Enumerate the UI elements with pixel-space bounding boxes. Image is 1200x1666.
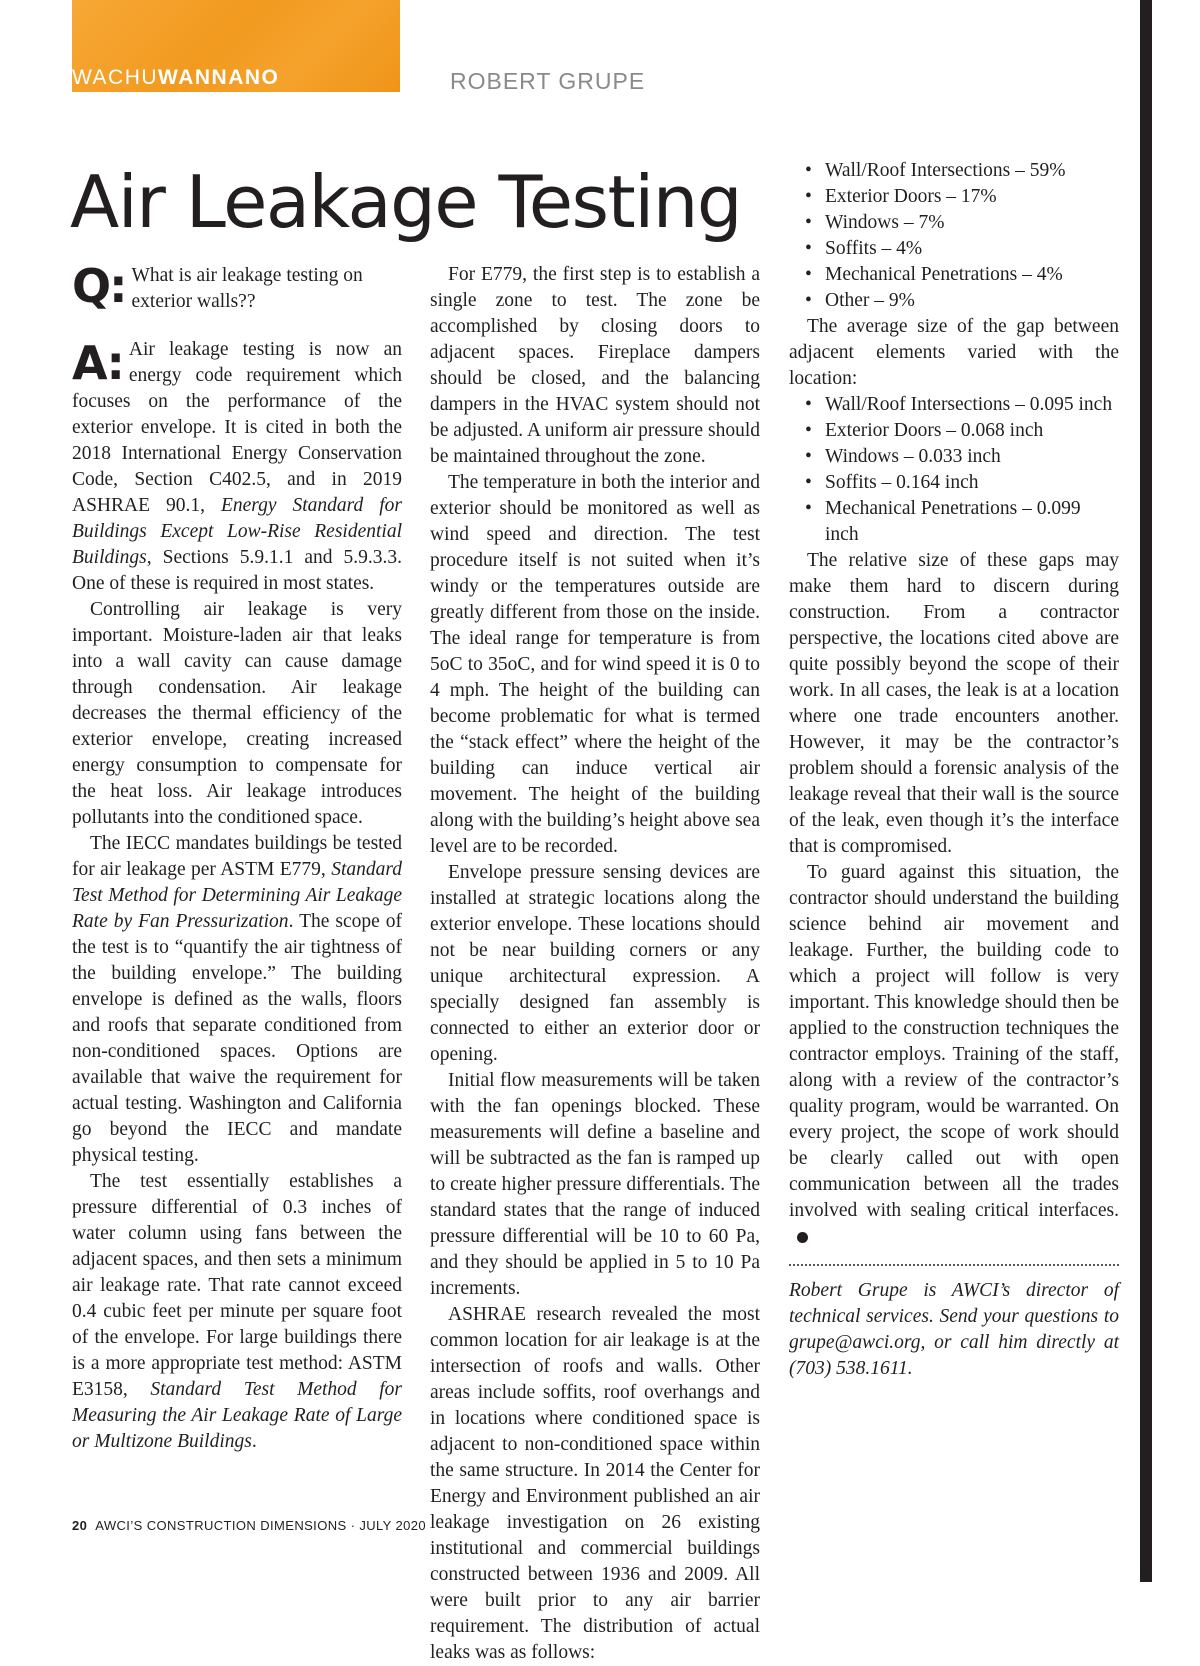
publication-info: AWCI’S CONSTRUCTION DIMENSIONS · JULY 2020 (95, 1518, 427, 1533)
question-label: Q: (72, 259, 126, 313)
column-name-bold: WANNANO (158, 66, 280, 89)
paragraph: The IECC mandates buildings be tested for air leakage per ASTM E779, Standard Test Method for Determining Air Leakage Rate by Fan Pressurization. The scope of the test is to “quantify the air tightness of the building envelope.” The building envelope is defined as the walls, floors and roofs that separate conditioned from non-conditioned spaces. Options are available that waive the requirement for actual testing. Washington and California go beyond the IECC and mandate physical testing. (72, 833, 403, 1166)
paragraph: For E779, the first step is to establish a single zone to test. The zone be accomplished by closing doors to adjacent spaces. Fireplace dampers should be closed, and the balancing dampers in the HVAC system should not be adjusted. A uniform air pressure should be maintained throughout the zone. (430, 264, 760, 467)
question-text: What is air leakage testing on exterior walls?? (131, 265, 363, 312)
list-item: • Mechanical Penetrations – 0.099 inch (805, 496, 1119, 548)
answer-label: A: (72, 336, 123, 390)
answer-paragraph: A: Air leakage testing is now an energy code requirement which focuses on the performance of the exterior envelope. It is cited in both the 2018 International Energy Conservation Code, Section C402.5, and in 2019 ASHRAE 90.1, Energy Standard for Buildings Except Low-Rise Residential Buildings, Sections 5.9.1.1 and 5.9.3.3. One of these is required in most states. (72, 336, 402, 594)
author-header: ROBERT GRUPE (450, 68, 646, 94)
paragraph: The temperature in both the interior and exterior should be monitored as well as wind speed and direction. The test procedure itself is not suited when it’s windy or the temperatures outside are greatly different from those on the inside. The ideal range for temperature is from 5oC to 35oC, and for wind speed it is 0 to 4 mph. The height of the building can become problematic for what is termed the “stack effect” where the height of the building can induce vertical air movement. The height of the building along with the building’s height above sea level are to be recorded. (430, 472, 760, 857)
column-1 (72, 259, 403, 1455)
paragraph: Controlling air leakage is very important. Moisture-laden air that leaks into a wall cavity can cause damage through condensation. Air leakage decreases the thermal efficiency of the exterior envelope, creating increased energy consumption to compensate for the heat loss. Air leakage introduces pollutants into the conditioned space. (72, 599, 402, 828)
question-block (72, 259, 402, 315)
page-edge-rule (1140, 0, 1152, 1582)
column-2 (430, 262, 760, 1666)
end-mark-icon (797, 1232, 808, 1243)
paragraph: The test essentially establishes a pressure differential of 0.3 inches of water column using fans between the adjacent spaces, and then sets a minimum air leakage rate. That rate cannot exceed 0.4 cubic feet per minute per square foot of the envelope. For large buildings there is a more appropriate test method: ASTM E3158, Standard Test Method for Measuring the Air Leakage Rate of Large or Multizone Buildings. (72, 1171, 402, 1452)
author-bio: Robert Grupe is AWCI’s director of technical services. Send your questions to grupe@awci.org, or call him directly at (703) 538.1611. (789, 1280, 1119, 1379)
list-item: • Other – 9% (805, 288, 1119, 314)
list-item: • Windows – 0.033 inch (805, 444, 1119, 470)
paragraph: Initial flow measurements will be taken with the fan openings blocked. These measurements will define a baseline and will be subtracted as the fan is ramped up to create higher pressure differentials. The standard states that the range of induced pressure differential will be 10 to 60 Pa, and they should be applied in 5 to 10 Pa increments. (430, 1070, 760, 1299)
list-item: • Soffits – 0.164 inch (805, 470, 1119, 496)
list-item: • Windows – 7% (805, 210, 1119, 236)
gap-size-list (789, 392, 1119, 548)
page-footer (72, 1518, 426, 1533)
list-item: • Wall/Roof Intersections – 59% (805, 158, 1119, 184)
list-item: • Wall/Roof Intersections – 0.095 inch (805, 392, 1119, 418)
column-name (72, 66, 279, 90)
list-item: • Exterior Doors – 17% (805, 184, 1119, 210)
list-item: • Exterior Doors – 0.068 inch (805, 418, 1119, 444)
paragraph: The relative size of these gaps may make them hard to discern during construction. From a contractor perspective, the locations cited above are quite possibly beyond the scope of their work. In all cases, the leak is at a location where one trade encounters another. However, it may be the contractor’s problem should a forensic analysis of the leakage reveal that their wall is the source of the leak, even though it’s the interface that is compromised. (789, 550, 1119, 857)
paragraph: To guard against this situation, the contractor should understand the building science behind air movement and leakage. Further, the building code to which a project will follow is very important. This knowledge should then be applied to the construction techniques the contractor employs. Training of the staff, along with a review of the contractor’s quality program, would be warranted. On every project, the scope of work should be clearly called out with open communication between all the trades involved with sealing critical interfaces. (789, 860, 1119, 1250)
column-name-light: WACHU (72, 66, 159, 89)
column-3 (789, 158, 1119, 1382)
list-item: • Mechanical Penetrations – 4% (805, 262, 1119, 288)
paragraph: The average size of the gap between adjacent elements varied with the location: (789, 316, 1119, 389)
paragraph: ASHRAE research revealed the most common location for air leakage is at the intersection of roofs and walls. Other areas include soffits, roof overhangs and in locations where conditioned space is adjacent to non-conditioned space within the same structure. In 2014 the Center for Energy and Environment published an air leakage investigation on 26 existing institutional and commercial buildings constructed between 1936 and 2009. All were built prior to any air barrier requirement. The distribution of actual leaks was as follows: (430, 1304, 760, 1663)
leak-distribution-list (789, 158, 1119, 314)
paragraph: Envelope pressure sensing devices are installed at strategic locations along the exterior envelope. These locations should not be near building corners or any unique architectural expression. A specially designed fan assembly is connected to either an exterior door or opening. (430, 862, 760, 1065)
article-title: Air Leakage Testing (70, 160, 742, 244)
bio-divider (789, 1264, 1119, 1266)
list-item: • Soffits – 4% (805, 236, 1119, 262)
page-number: 20 (72, 1518, 88, 1533)
